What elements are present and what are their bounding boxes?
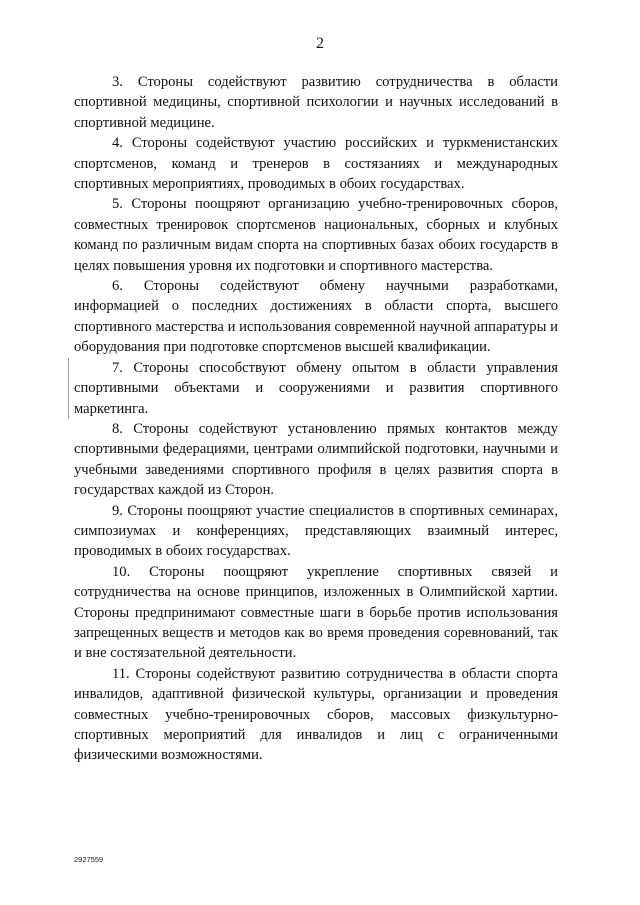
paragraph-7: 7. Стороны способствуют обмену опытом в области управления спортивными объектами и сооружениями и развития спортивного маркетинга. [68,358,558,419]
paragraph-10: 10. Стороны поощряют укрепление спортивных связей и сотрудничества на основе принципов, изложенных в Олимпийской хартии. Стороны предпринимают совместные шаги в борьбе против использования запрещенных веществ и методов как во время проведения соревнований, так и вне состязательной деятельности. [74,563,558,662]
paragraph-9: 9. Стороны поощряют участие специалистов в спортивных семинарах, симпозиумах и конференциях, представляющих взаимный интерес, проводимых в обоих государствах. [74,502,558,560]
paragraph-3: 3. Стороны содействуют развитию сотрудничества в области спортивной медицины, спортивной психологии и научных исследований в спортивной медицине. [74,74,558,131]
document-id: 2927559 [74,855,104,864]
paragraph-6: 6. Стороны содействуют обмену научными разработками, информацией о последних достижениях в области спорта, высшего спортивного мастерства и использования современной научной аппаратуры и оборудования при подготовке спортсменов высшей квалификации. [74,278,558,356]
paragraph-4: 4. Стороны содействуют участию российских и туркменистанских спортсменов, команд и тренеров в состязаниях и международных спортивных мероприятиях, проводимых в обоих государствах. [74,135,558,193]
paragraph-8: 8. Стороны содействуют установлению прямых контактов между спортивными федерациями, центрами олимпийской подготовки, научными и учебными заведениями спортивного профиля в целях развития спорта в государствах каждой из Сторон. [74,420,558,499]
paragraph-11: 11. Стороны содействуют развитию сотрудничества в области спорта инвалидов, адаптивной физической культуры, организации и проведения совместных учебно-тренировочных сборов, массовых физкультурно-спортивных мероприятий для инвалидов и лиц с ограниченными физическими возможностями. [74,665,558,764]
paragraph-5: 5. Стороны поощряют организацию учебно-тренировочных сборов, совместных тренировок спортсменов национальных, сборных и клубных команд по различным видам спорта на спортивных базах обоих государств в целях повышения уровня их подготовки и спортивного мастерства. [74,196,558,274]
document-body [74,72,558,766]
page-number: 2 [316,35,324,52]
